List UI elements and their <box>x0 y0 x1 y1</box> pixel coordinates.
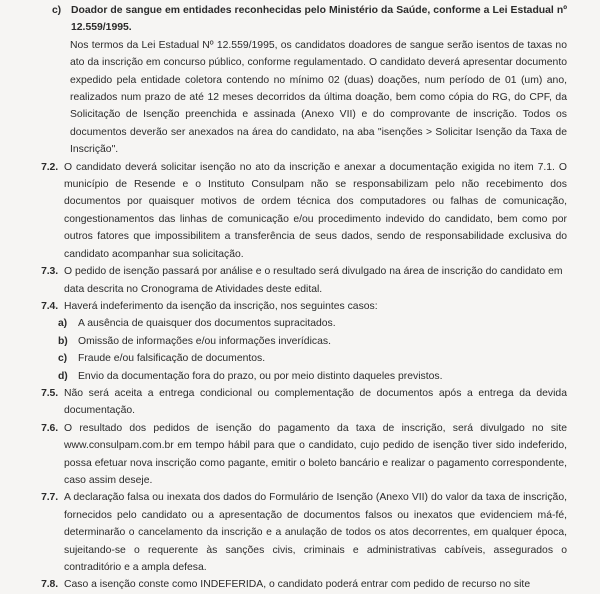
list-marker: 7.6. <box>41 422 58 434</box>
list-marker: 7.4. <box>41 300 58 312</box>
list-item-7-4-a <box>58 315 567 332</box>
paragraph-c-body: Nos termos da Lei Estadual Nº 12.559/1995, os candidatos doadores de sangue serão isentos de taxas no ato da inscrição em concurso público, conforme regulamentado. O candidato deverá apresentar documento expedido pela entidade coletora contendo no mínimo 02 (duas) doações, num período de 01 (um) ano, realizados num prazo de até 12 meses decorridos da última doação, bem como cópia do RG, do CPF, da Solicitação de Isenção preenchida e assinada (Anexo VII) e do comprovante de inscrição. Todos os documentos deverão ser anexados na área do candidato, na aba "isenções > Solicitar Isenção da Taxa de Inscrição". <box>70 39 567 156</box>
list-item-text: O candidato deverá solicitar isenção no ato da inscrição e anexar a documentação exigida no item 7.1. O município de Resende e o Instituto Consulpam não se responsabilizam pelo não recebimento dos documentos por quaisquer motivos de ordem técnica dos computadores ou falhas de comunicação, congestionamentos das linhas de comunicação e/ou procedimento indevido do candidato, bem como por outros fatores que impossibilitem a transferência de seus dados, sendo de responsabilidade exclusiva do candidato acompanhar sua solicitação. <box>64 161 567 260</box>
list-item-7-6 <box>30 420 567 490</box>
list-item-text: Não será aceita a entrega condicional ou complementação de documentos após a entrega da devida documentação. <box>64 387 567 417</box>
list-item-text: Caso a isenção conste como INDEFERIDA, o candidato poderá entrar com pedido de recurso no site <box>64 579 531 591</box>
list-item-text: Envio da documentação fora do prazo, ou por meio distinto daqueles previstos. <box>78 370 443 382</box>
list-marker: 7.8. <box>41 579 58 591</box>
list-item-7-4 <box>30 298 567 315</box>
list-item-7-4-c <box>58 350 567 367</box>
list-item-text: A declaração falsa ou inexata dos dados do Formulário de Isenção (Anexo VII) do valor da taxa de inscrição, fornecidos pelo candidato ou a apresentação de documentos falsos ou inexatos que evidenciem má-fé, determinarão o cancelamento da inscrição e a anulação de todos os atos decorrentes, em qualquer época, sujeitando-se o requerente às sanções civis, criminais e administrativas cabíveis, assegurados o contraditório e a ampla defesa. <box>64 492 567 573</box>
list-item-text: A ausência de quaisquer dos documentos supracitados. <box>78 318 336 330</box>
list-item-7-3 <box>30 263 567 298</box>
list-item-7-2 <box>30 159 567 263</box>
list-item-text: Fraude e/ou falsificação de documentos. <box>78 353 266 365</box>
list-marker: 7.3. <box>41 266 58 278</box>
list-item-7-8 <box>30 576 567 593</box>
list-marker: 7.7. <box>41 492 58 504</box>
list-item-text: Omissão de informações e/ou informações inverídicas. <box>78 335 331 347</box>
list-item-heading: Doador de sangue em entidades reconhecidas pelo Ministério da Saúde, conforme a Lei Estadual nº 12.559/1995. <box>71 5 567 34</box>
list-marker: c) <box>58 353 68 365</box>
list-marker: 7.2. <box>41 161 58 173</box>
list-item-c <box>52 2 567 37</box>
list-item-text: O pedido de isenção passará por análise e o resultado será divulgado na área de inscrição do candidato em data descrita no Cronograma de Atividades deste edital. <box>64 266 563 295</box>
list-item-text: O resultado dos pedidos de isenção do pagamento da taxa de inscrição, será divulgado no site www.consulpam.com.br em tempo hábil para que o candidato, cujo pedido de isenção tiver sido indeferido, possa efetuar nova inscrição como pagante, emitir o boleto bancário e realizar o pagamento correspondente, caso assim deseje. <box>64 422 567 486</box>
list-item-7-4-d <box>58 368 567 385</box>
list-item-7-4-b <box>58 333 567 350</box>
document-body <box>0 2 600 594</box>
list-marker: 7.5. <box>41 387 58 399</box>
list-marker: b) <box>58 335 68 347</box>
list-item-text: Haverá indeferimento da isenção da inscrição, nos seguintes casos: <box>64 300 378 312</box>
list-item-7-7 <box>30 489 567 576</box>
list-marker: c) <box>52 5 62 16</box>
list-marker: a) <box>58 318 68 330</box>
list-marker: d) <box>58 370 68 382</box>
list-item-7-5 <box>30 385 567 420</box>
